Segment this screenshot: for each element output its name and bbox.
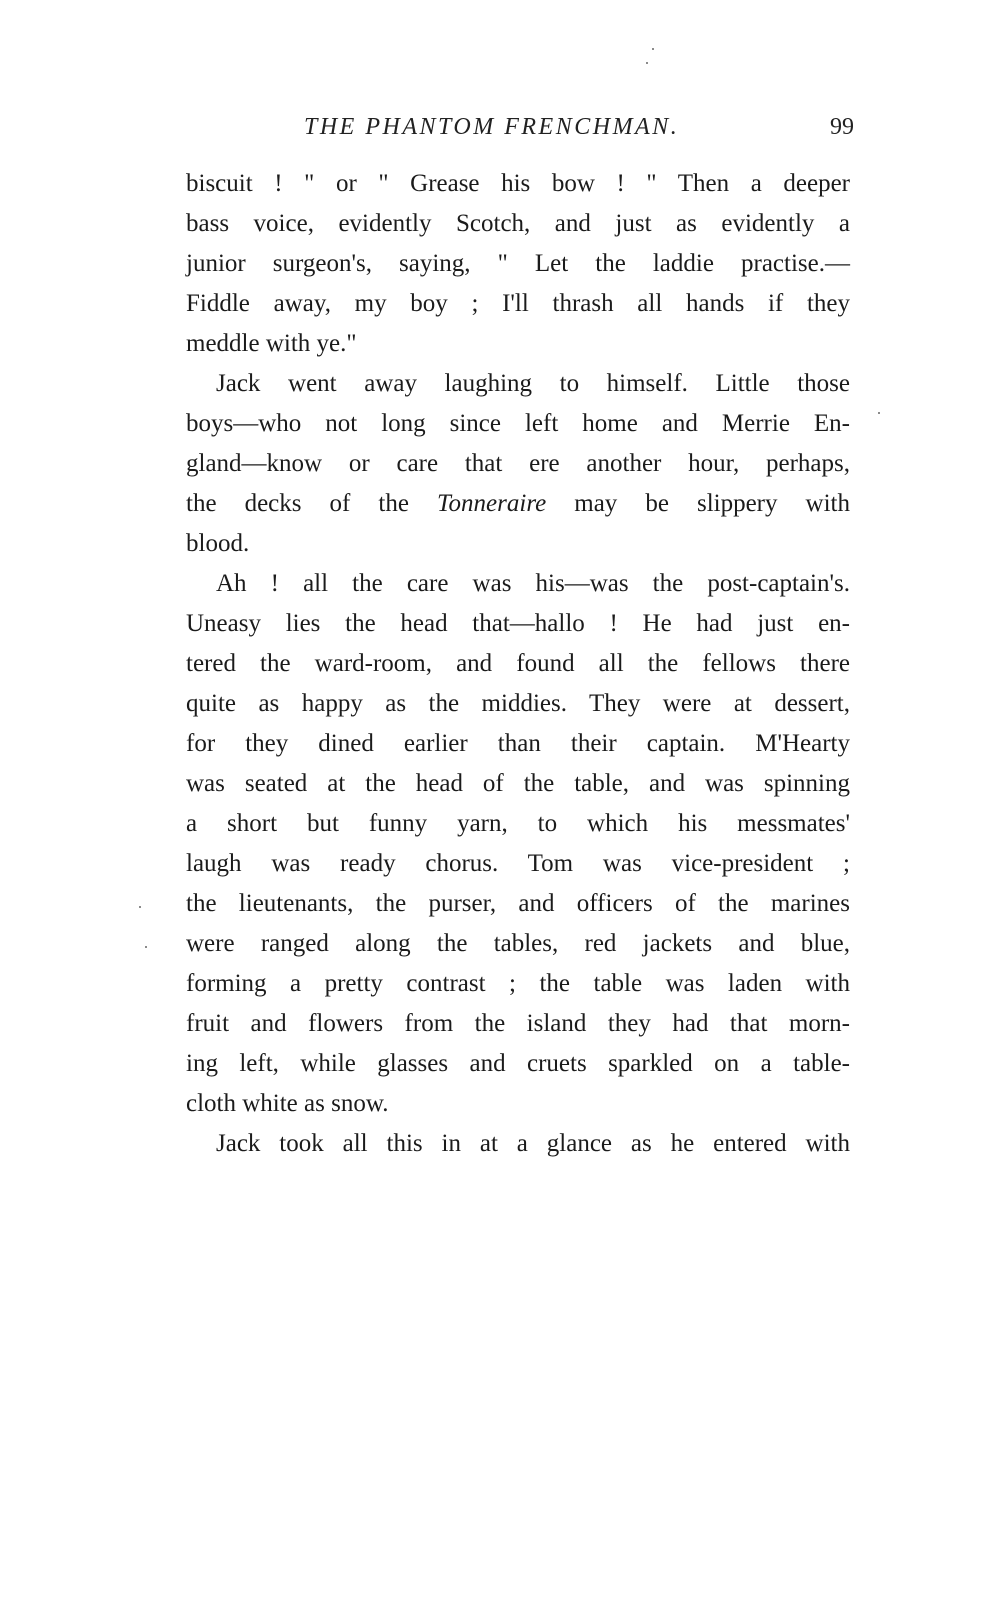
text-line: laugh was ready chorus. Tom was vice-president ; [186,850,850,877]
text-line: bass voice, evidently Scotch, and just as evidently a [186,210,850,237]
text-segment: may be slippery with [574,490,850,517]
text-line: junior surgeon's, saying, " Let the laddie practise.— [186,250,850,277]
running-head [184,108,854,148]
page-number: 99 [830,114,854,140]
text-line: cloth white as snow. [186,1090,389,1117]
print-speck [652,48,654,50]
text-line: meddle with ye." [186,330,357,357]
text-line: biscuit ! " or " Grease his bow ! " Then a deeper [186,170,850,197]
text-segment: the decks of the [186,490,409,517]
text-line: forming a pretty contrast ; the table was laden with [186,970,850,997]
text-line: Uneasy lies the head that—hallo ! He had just en- [186,610,850,637]
text-line: ing left, while glasses and cruets sparkled on a table- [186,1050,850,1077]
text-line: Jack went away laughing to himself. Little those [216,370,850,397]
text-line: Jack took all this in at a glance as he entered with [216,1130,850,1157]
text-line: boys—who not long since left home and Merrie En- [186,410,850,437]
print-speck [878,412,880,414]
text-line: fruit and flowers from the island they had that morn- [186,1010,850,1037]
print-speck [139,906,141,908]
text-line: quite as happy as the middies. They were at dessert, [186,690,850,717]
text-line: the lieutenants, the purser, and officers of the marines [186,890,850,917]
text-line: tered the ward-room, and found all the fellows there [186,650,850,677]
print-speck [145,946,147,948]
text-line: gland—know or care that ere another hour, perhaps, [186,450,850,477]
text-line: Fiddle away, my boy ; I'll thrash all hands if they [186,290,850,317]
ship-name: Tonneraire [436,490,547,517]
body-text [186,164,850,1164]
text-line: blood. [186,530,250,557]
text-line: were ranged along the tables, red jackets and blue, [186,930,850,957]
text-line-with-ship-name [186,484,850,524]
print-speck [646,62,648,64]
text-line: Ah ! all the care was his—was the post-captain's. [216,570,850,597]
text-line: for they dined earlier than their captain. M'Hearty [186,730,850,757]
text-line: was seated at the head of the table, and was spinning [186,770,850,797]
running-title: THE PHANTOM FRENCHMAN. [304,114,680,140]
text-line: a short but funny yarn, to which his messmates' [186,810,850,837]
